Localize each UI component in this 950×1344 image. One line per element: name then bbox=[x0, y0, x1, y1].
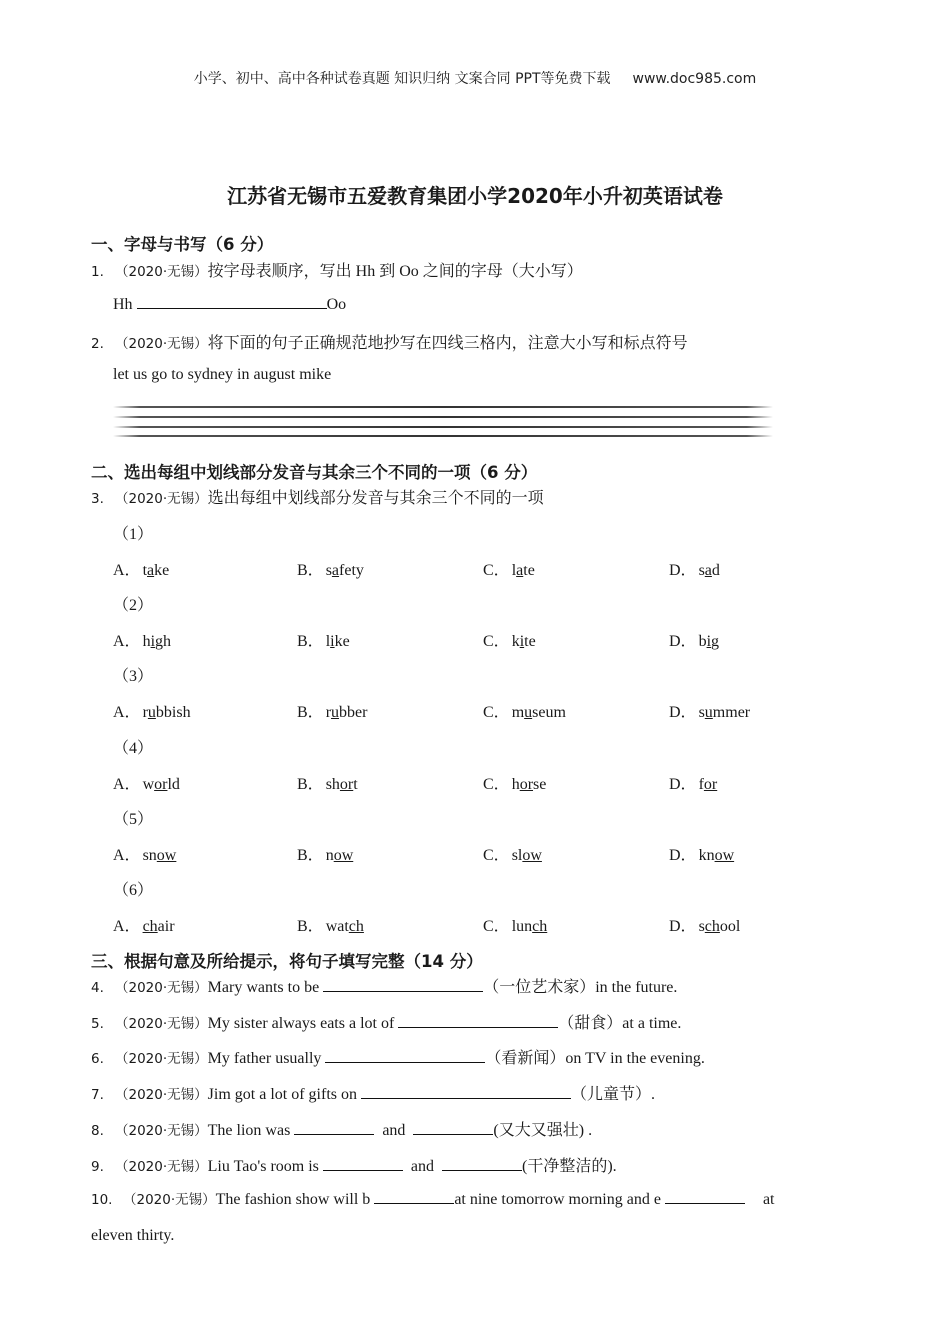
answer-blank[interactable] bbox=[323, 977, 483, 992]
option-d[interactable] bbox=[669, 913, 740, 936]
underlined-part: a bbox=[331, 562, 340, 579]
question-text-mid: at nine tomorrow morning and e bbox=[454, 1191, 665, 1208]
word-part: seum bbox=[532, 704, 566, 722]
word-part: air bbox=[157, 918, 175, 935]
underlined-part: ow bbox=[714, 846, 735, 864]
question-text-post: at bbox=[758, 1191, 775, 1208]
question-3 bbox=[91, 485, 544, 508]
question-text: 选出每组中划线部分发音与其余三个不同的一项 bbox=[207, 490, 544, 507]
underlined-part: a bbox=[147, 562, 155, 579]
question-number: 1. bbox=[91, 264, 104, 280]
option-letter: C． bbox=[483, 775, 510, 793]
option-c[interactable] bbox=[483, 557, 535, 580]
exam-title: 江苏省无锡市五爱教育集团小学2020年小升初英语试卷 bbox=[227, 184, 723, 208]
question-text-pre: My father usually bbox=[207, 1050, 326, 1067]
word-part: t bbox=[353, 775, 358, 793]
option-letter: B． bbox=[297, 775, 324, 793]
answer-blank-1[interactable] bbox=[294, 1120, 374, 1135]
answer-blank[interactable] bbox=[137, 294, 327, 309]
option-b[interactable] bbox=[297, 771, 358, 794]
option-a[interactable] bbox=[113, 557, 169, 580]
question-text-post: (干净整洁的). bbox=[522, 1158, 617, 1175]
word-part: te bbox=[524, 633, 536, 651]
option-c[interactable] bbox=[483, 842, 542, 865]
option-letter: A． bbox=[113, 775, 141, 793]
word-part: sn bbox=[142, 846, 157, 864]
hint-text: （看新闻） bbox=[485, 1050, 566, 1067]
underlined-part: ow bbox=[333, 846, 354, 864]
word-part: wat bbox=[325, 918, 349, 935]
word-part: te bbox=[523, 562, 535, 579]
option-letter: D． bbox=[669, 633, 697, 651]
option-a[interactable] bbox=[113, 771, 180, 794]
word-part: n bbox=[325, 846, 334, 864]
underlined-part: a bbox=[516, 562, 524, 579]
answer-blank-2[interactable] bbox=[442, 1156, 522, 1171]
question-source: （2020·无锡） bbox=[115, 1016, 208, 1032]
group-label: （2） bbox=[113, 597, 154, 615]
page-header bbox=[0, 68, 950, 88]
option-d[interactable] bbox=[669, 771, 717, 794]
underlined-part: i bbox=[519, 633, 525, 651]
question-number: 6. bbox=[91, 1051, 104, 1067]
word-part: t bbox=[142, 562, 148, 579]
word-part: s bbox=[698, 562, 705, 579]
question-text-pre: The fashion show will b bbox=[215, 1191, 375, 1208]
answer-blank-2[interactable] bbox=[665, 1189, 745, 1204]
question-source: （2020·无锡） bbox=[115, 491, 208, 507]
underlined-part: or bbox=[519, 775, 534, 793]
option-c[interactable] bbox=[483, 699, 566, 722]
option-d[interactable] bbox=[669, 557, 720, 580]
word-part: ool bbox=[719, 918, 741, 935]
option-c[interactable] bbox=[483, 771, 546, 794]
question-source: （2020·无锡） bbox=[115, 1123, 208, 1139]
question-source: （2020·无锡） bbox=[115, 264, 208, 280]
section-2-heading: 二、选出每组中划线部分发音与其余三个不同的一项（6 分） bbox=[91, 463, 538, 482]
underlined-part: ch bbox=[704, 918, 720, 935]
question-text-post: on TV in the evening. bbox=[565, 1050, 705, 1067]
word-part: bber bbox=[339, 704, 368, 722]
hint-text: （儿童节） bbox=[570, 1086, 651, 1103]
underlined-part: u bbox=[524, 704, 533, 722]
section-1-heading: 一、字母与书写（6 分） bbox=[91, 235, 274, 254]
word-part: ke bbox=[154, 562, 170, 579]
option-letter: D． bbox=[669, 704, 697, 722]
word-part: l bbox=[325, 633, 331, 651]
question-text-pre: My sister always eats a lot of bbox=[207, 1015, 399, 1032]
word-part: ld bbox=[167, 775, 180, 793]
option-letter: A． bbox=[113, 846, 141, 864]
question-source: （2020·无锡） bbox=[123, 1192, 216, 1208]
option-letter: D． bbox=[669, 846, 697, 864]
four-line-writing-grid[interactable] bbox=[113, 404, 773, 440]
question-number: 7. bbox=[91, 1087, 104, 1103]
answer-blank[interactable] bbox=[325, 1048, 485, 1063]
question-number: 5. bbox=[91, 1016, 104, 1032]
option-a[interactable] bbox=[113, 699, 191, 722]
word-part: s bbox=[325, 562, 332, 579]
question-number: 4. bbox=[91, 980, 104, 996]
word-part: k bbox=[511, 633, 520, 651]
question-number: 3. bbox=[91, 491, 104, 507]
word-part: bbish bbox=[155, 704, 191, 722]
question-text: 将下面的句子正确规范地抄写在四线三格内，注意大小写和标点符号 bbox=[207, 335, 688, 352]
question-1-answer-line bbox=[113, 294, 346, 314]
word-part: fety bbox=[339, 562, 364, 579]
word-part: se bbox=[533, 775, 547, 793]
answer-blank-1[interactable] bbox=[374, 1189, 454, 1204]
word-part: l bbox=[511, 562, 517, 579]
underlined-part: u bbox=[331, 704, 340, 722]
option-c[interactable] bbox=[483, 628, 536, 651]
option-letter: D． bbox=[669, 775, 697, 793]
option-d[interactable] bbox=[669, 699, 750, 722]
question-text-post: . bbox=[651, 1086, 655, 1103]
word-part: m bbox=[511, 704, 525, 722]
question-text-mid: and bbox=[378, 1122, 410, 1139]
word-part: gh bbox=[155, 633, 172, 651]
question-source: （2020·无锡） bbox=[115, 336, 208, 352]
option-letter: B． bbox=[297, 633, 324, 651]
question-text-pre: Liu Tao's room is bbox=[207, 1158, 323, 1175]
question-8 bbox=[91, 1117, 592, 1140]
option-b[interactable] bbox=[297, 913, 364, 936]
underlined-part: ch bbox=[348, 918, 364, 935]
question-text-mid: and bbox=[406, 1158, 439, 1175]
option-a[interactable] bbox=[113, 628, 171, 651]
group-label: （6） bbox=[113, 882, 154, 899]
question-text-pre: Mary wants to be bbox=[207, 979, 324, 996]
question-number: 8. bbox=[91, 1123, 104, 1139]
question-number: 2. bbox=[91, 336, 104, 352]
word-part: lun bbox=[511, 918, 533, 935]
answer-blank[interactable] bbox=[361, 1084, 571, 1099]
underlined-part: i bbox=[706, 633, 712, 651]
underlined-part: i bbox=[150, 633, 156, 651]
underlined-part: or bbox=[703, 775, 718, 793]
option-letter: A． bbox=[113, 562, 141, 579]
option-b[interactable] bbox=[297, 842, 353, 865]
question-text-pre: The lion was bbox=[207, 1122, 295, 1139]
word-part: g bbox=[711, 633, 720, 651]
question-number: 10. bbox=[91, 1192, 113, 1208]
word-part: d bbox=[711, 562, 720, 579]
question-10-continuation: eleven thirty. bbox=[91, 1227, 175, 1244]
letter-end: Oo bbox=[326, 296, 347, 313]
header-site-link[interactable]: www.doc985.com bbox=[632, 71, 757, 87]
group-label: （4） bbox=[113, 739, 154, 757]
option-c[interactable] bbox=[483, 913, 547, 936]
option-d[interactable] bbox=[669, 628, 719, 651]
word-part: r bbox=[325, 704, 332, 722]
option-letter: C． bbox=[483, 846, 510, 864]
hint-text: （一位艺术家） bbox=[483, 979, 596, 996]
word-part: ke bbox=[334, 633, 350, 651]
question-text-pre: Jim got a lot of gifts on bbox=[207, 1086, 361, 1103]
option-b[interactable] bbox=[297, 628, 350, 651]
underlined-part: or bbox=[339, 775, 354, 793]
option-letter: C． bbox=[483, 704, 510, 722]
copy-sentence: let us go to sydney in august mike bbox=[113, 366, 332, 383]
option-letter: D． bbox=[669, 562, 697, 579]
underlined-part: ow bbox=[156, 846, 177, 864]
word-part: r bbox=[142, 704, 148, 722]
word-part: h bbox=[142, 633, 151, 651]
question-number: 9. bbox=[91, 1159, 104, 1175]
question-7 bbox=[91, 1081, 655, 1104]
option-letter: B． bbox=[297, 918, 324, 935]
question-text-post: in the future. bbox=[595, 979, 678, 996]
question-5 bbox=[91, 1010, 681, 1033]
word-part: b bbox=[698, 633, 707, 651]
option-letter: A． bbox=[113, 918, 141, 935]
question-source: （2020·无锡） bbox=[115, 1087, 208, 1103]
underlined-part: ow bbox=[522, 846, 542, 864]
option-letter: C． bbox=[483, 918, 510, 935]
option-b[interactable] bbox=[297, 699, 367, 722]
option-letter: A． bbox=[113, 704, 141, 722]
option-b[interactable] bbox=[297, 557, 364, 580]
option-letter: D． bbox=[669, 918, 697, 935]
word-part: mmer bbox=[712, 704, 751, 722]
answer-blank-1[interactable] bbox=[323, 1156, 403, 1171]
section-3-heading: 三、根据句意及所给提示，将句子填写完整（14 分） bbox=[91, 952, 483, 971]
question-2 bbox=[91, 330, 688, 353]
option-letter: B． bbox=[297, 704, 324, 722]
underlined-part: ch bbox=[532, 918, 548, 935]
question-6 bbox=[91, 1045, 705, 1068]
question-text-post: (又大又强壮) . bbox=[493, 1122, 593, 1139]
question-source: （2020·无锡） bbox=[115, 1051, 208, 1067]
word-part: sh bbox=[325, 775, 340, 793]
option-a[interactable] bbox=[113, 913, 175, 936]
underlined-part: a bbox=[704, 562, 712, 579]
group-label: （3） bbox=[113, 668, 154, 686]
question-4 bbox=[91, 974, 677, 997]
letter-start: Hh bbox=[113, 296, 133, 313]
group-label: （5） bbox=[113, 810, 154, 828]
underlined-part: or bbox=[154, 775, 168, 793]
option-d[interactable] bbox=[669, 842, 734, 865]
underlined-part: i bbox=[330, 633, 335, 651]
option-letter: A． bbox=[113, 633, 141, 651]
option-letter: B． bbox=[297, 846, 324, 864]
header-text: 小学、初中、高中各种试卷真题 知识归纳 文案合同 PPT等免费下载 bbox=[193, 71, 611, 87]
group-label: （1） bbox=[113, 526, 154, 543]
option-letter: B． bbox=[297, 562, 324, 579]
answer-blank[interactable] bbox=[398, 1013, 558, 1028]
word-part: w bbox=[142, 775, 155, 793]
question-1 bbox=[91, 258, 583, 281]
word-part: sl bbox=[511, 846, 523, 864]
word-part: s bbox=[698, 704, 705, 722]
question-9 bbox=[91, 1153, 617, 1176]
word-part: f bbox=[698, 775, 704, 793]
hint-text: （甜食） bbox=[558, 1015, 623, 1032]
underlined-part: u bbox=[704, 704, 713, 722]
option-a[interactable] bbox=[113, 842, 176, 865]
word-part: h bbox=[511, 775, 520, 793]
question-source: （2020·无锡） bbox=[115, 1159, 208, 1175]
question-text: 按字母表顺序，写出 Hh 到 Oo 之间的字母（大小写） bbox=[207, 263, 583, 280]
underlined-part: ch bbox=[142, 918, 158, 935]
question-10 bbox=[91, 1188, 774, 1209]
question-source: （2020·无锡） bbox=[115, 980, 208, 996]
option-letter: C． bbox=[483, 562, 510, 579]
word-part: kn bbox=[698, 846, 715, 864]
answer-blank-2[interactable] bbox=[413, 1120, 493, 1135]
option-letter: C． bbox=[483, 633, 510, 651]
word-part: s bbox=[698, 918, 705, 935]
underlined-part: u bbox=[147, 704, 156, 722]
question-text-post: at a time. bbox=[622, 1015, 682, 1032]
